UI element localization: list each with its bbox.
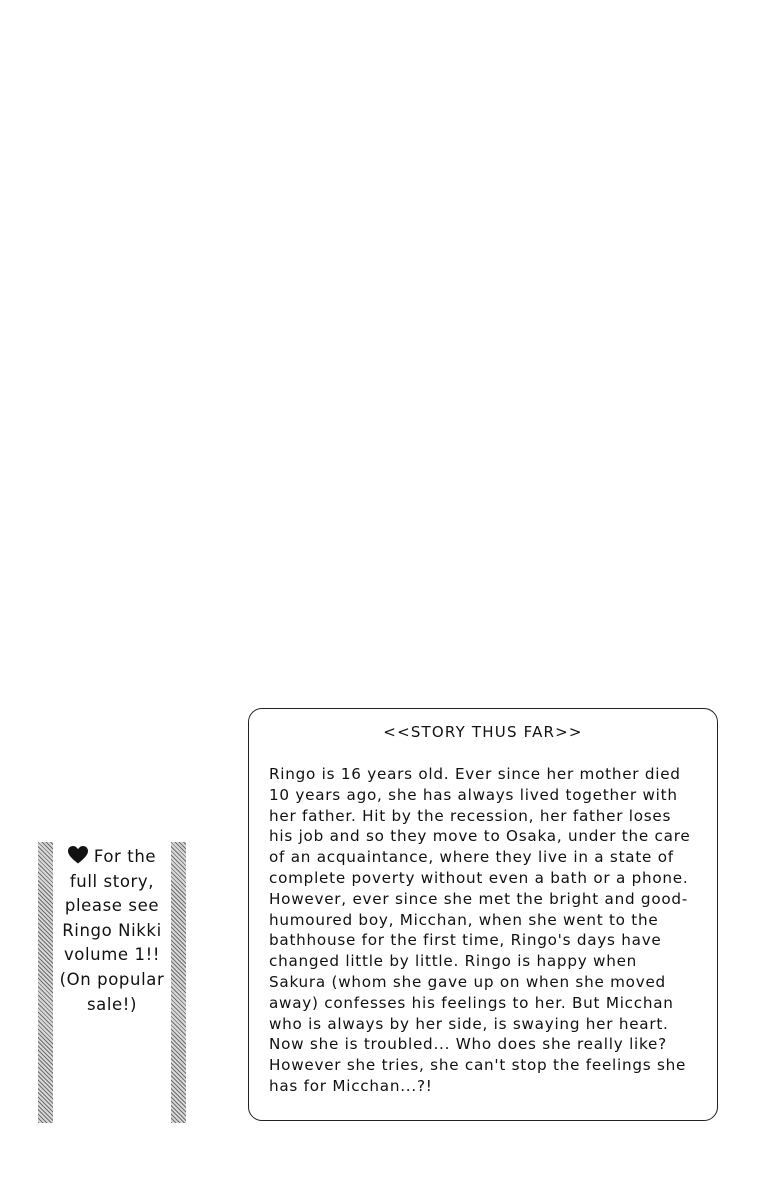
story-line: his job and so they move to Osaka, under the care: [269, 827, 691, 846]
story-line: However she tries, she can't stop the feelings she: [269, 1056, 687, 1075]
sidebar-note-line: full story,: [69, 871, 155, 891]
story-line: who is always by her side, is swaying her heart.: [269, 1014, 669, 1033]
sidebar-note-line: [55, 845, 169, 870]
story-line: of an acquaintance, where they live in a state of: [269, 848, 674, 867]
hatched-border-right: [171, 842, 186, 1123]
sidebar-note-line-text: For the: [93, 847, 157, 866]
story-line: However, ever since she met the bright and good-: [269, 889, 689, 908]
story-line: bathhouse for the first time, Ringo's days have: [269, 931, 662, 950]
story-title: <<STORY THUS FAR>>: [383, 723, 583, 741]
sidebar-note-text: [55, 845, 169, 1017]
story-line: away) confesses his feelings to her. But Micchan: [269, 993, 674, 1012]
sidebar-note-line: Ringo Nikki: [62, 920, 162, 940]
sidebar-note-line: (On popular: [59, 969, 165, 989]
story-line: humoured boy, Micchan, when she went to the: [269, 910, 659, 929]
story-line: Sakura (whom she gave up on when she moved: [269, 972, 666, 991]
story-line: Now she is troubled... Who does she really like?: [269, 1035, 667, 1054]
heart-icon: [68, 846, 88, 864]
story-line: her father. Hit by the recession, her father loses: [269, 806, 672, 825]
hatched-border-left: [38, 842, 53, 1123]
story-thus-far-box: [248, 708, 718, 1121]
story-line: has for Micchan...?!: [269, 1076, 433, 1095]
story-line: changed little by little. Ringo is happy when: [269, 952, 638, 971]
sidebar-note-line: volume 1!!: [63, 945, 161, 965]
story-line: complete poverty without even a bath or a phone.: [269, 868, 689, 887]
sidebar-note: [38, 842, 186, 1123]
sidebar-note-line: sale!): [86, 994, 138, 1014]
story-line: 10 years ago, she has always lived together with: [269, 785, 678, 804]
story-line: Ringo is 16 years old. Ever since her mother died: [269, 765, 681, 783]
sidebar-note-line: please see: [64, 896, 160, 916]
story-body: [269, 764, 709, 1097]
